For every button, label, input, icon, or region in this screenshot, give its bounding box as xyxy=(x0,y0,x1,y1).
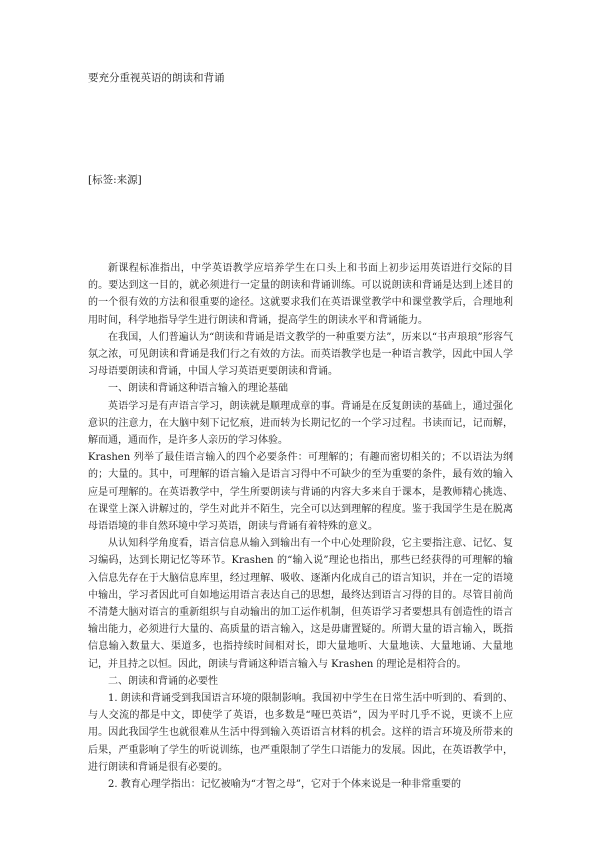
article-body xyxy=(88,260,513,793)
section-heading-theory: 一、朗读和背诵这种语言输入的理论基础 xyxy=(108,383,288,395)
paragraph-intro: 新课程标准指出，中学英语教学应培养学生在口头上和书面上初步运用英语进行交际的目的。要达到这一目的，就必须进行一定量的朗读和背诵训练。可以说朗读和背诵是达到上述目的的一个很有效的方法和很重要的途径。这就要求我们在英语课堂教学中和课堂教学后，合理地利用时间，科学地指导学生进行朗读和背诵，提高学生的朗读水平和背诵能力。 xyxy=(88,263,513,326)
paragraph-cognitive-science: 从认知科学角度看，语言信息从输入到输出有一个中心处理阶段，它主要指注意、记忆、复习编码，达到长期记忆等环节。Krashen 的“输入说”理论也指出，那些已经获得的可理解的输入信息先存在于大脑信息库里，经过理解、吸收、逐渐内化成自己的语言知识，并在一定的语境中输出，学习者因此可自如地运用语言表达自己的思想，最终达到语言习得的目的。尽管目前尚不清楚大脑对语言的重新组织与自动输出的加工运作机制，但英语学习者要想具有创造性的语言输出能力，必须进行大量的、高质量的语言输入，这是毋庸置疑的。所谓大量的语言输入，既指信息输入数量大、渠道多，也指持续时间相对长，即大量地听、大量地读、大量地诵、大量地记，并且持之以恒。因此，朗读与背诵这种语言输入与 Krashen 的理论是相符合的。 xyxy=(88,538,513,670)
source-tag: [标签:来源] xyxy=(88,174,142,186)
paragraph-recitation-tradition: 在我国，人们普遍认为“朗读和背诵是语文教学的一种重要方法”，历来以“书声琅琅”形容气氛之浓，可见朗读和背诵是我们行之有效的方法。而英语教学也是一种语言教学，因此中国人学习母语要朗读和背诵，中国人学习英语更要朗读和背诵。 xyxy=(88,331,513,378)
paragraph-krashen-conditions: Krashen 列举了最佳语言输入的四个必要条件：可理解的；有趣而密切相关的；不以语法为纲的；大量的。其中，可理解的语言输入是语言习得中不可缺少的至为重要的条件，最有效的输入应是可理解的。在英语教学中，学生所要朗读与背诵的内容大多来自于课本，是教师精心挑选、在课堂上深入讲解过的，学生对此并不陌生，完全可以达到理解的程度。鉴于我国学生是在脱离母语语境的非自然环境中学习英语，朗读与背诵有着特殊的意义。 xyxy=(88,452,513,533)
section-heading-necessity: 二、朗读和背诵的必要性 xyxy=(108,675,218,687)
paragraph-educational-psychology: 2. 教育心理学指出：记忆被喻为“才智之母”，它对于个体来说是一种非常重要的 xyxy=(108,779,461,791)
paragraph-language-environment: 1. 朗读和背诵受到我国语言环境的限制影响。我国初中学生在日常生活中听到的、看到的、与人交流的都是中文，即使学了英语，也多数是“哑巴英语”，因为平时几乎不说，更谈不上应用。因此我国学生也就很难从生活中得到输入英语语言材料的机会。这样的语言环境及所带来的后果，严重影响了学生的听说训练，也严重限制了学生口语能力的发展。因此，在英语教学中，进行朗读和背诵是很有必要的。 xyxy=(88,693,513,773)
paragraph-oral-learning: 英语学习是有声语言学习，朗读就是顺理成章的事。背诵是在反复朗读的基础上，通过强化意识的注意力，在大脑中刻下记忆痕，进而转为长期记忆的一个学习过程。书读而记，记而解，解而通，通而作，是许多人亲历的学习体验。 xyxy=(88,400,513,447)
document-title: 要充分重视英语的朗读和背诵 xyxy=(88,72,225,84)
